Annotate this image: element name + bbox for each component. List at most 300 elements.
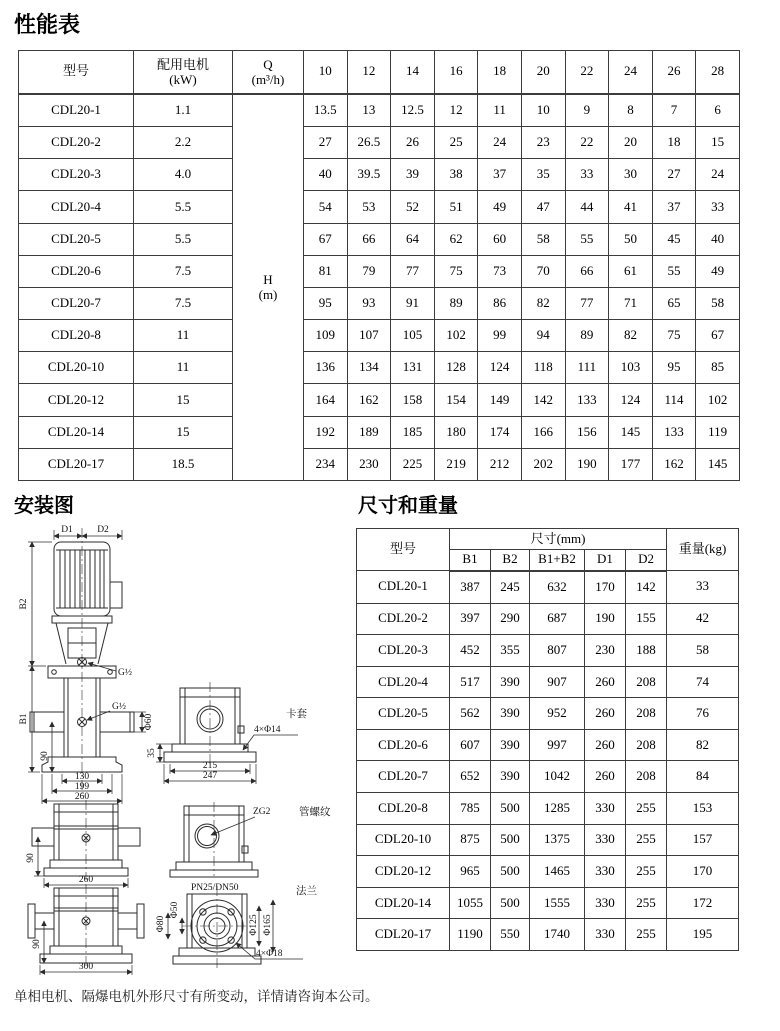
dims-cell-value: 208 — [626, 698, 667, 730]
dims-cell-value: 952 — [530, 698, 585, 730]
perf-cell-head-value: 70 — [521, 255, 565, 287]
perf-col-flow: 12 — [347, 51, 391, 94]
perf-cell-head-value: 58 — [521, 223, 565, 255]
dim-label-90: 90 — [40, 751, 50, 761]
perf-cell-kw: 18.5 — [134, 448, 233, 480]
perf-table-row — [19, 223, 740, 255]
dims-cell-value: 1285 — [530, 793, 585, 825]
perf-cell-head-value: 49 — [478, 191, 522, 223]
perf-cell-head-value: 180 — [434, 416, 478, 448]
dim-label-d1: D1 — [61, 525, 73, 535]
flange-view — [156, 883, 317, 968]
perf-cell-head-value: 67 — [696, 320, 740, 352]
dims-table-row — [357, 824, 739, 856]
perf-cell-kw: 2.2 — [134, 127, 233, 159]
perf-cell-head-value: 158 — [391, 384, 435, 416]
flanged-port-view-300 — [28, 884, 144, 975]
dims-cell-value: 260 — [585, 698, 626, 730]
perf-cell-head-value: 37 — [478, 159, 522, 191]
perf-cell-model: CDL20-4 — [19, 191, 134, 223]
footnote: 单相电机、隔爆电机外形尺寸有所变动，详情请咨询本公司。 — [14, 989, 379, 1004]
perf-cell-model: CDL20-5 — [19, 223, 134, 255]
dim-label-dia50: Φ50 — [170, 901, 180, 919]
dims-cell-value: 562 — [450, 698, 491, 730]
perf-table-row — [19, 384, 740, 416]
perf-cell-head-value: 26.5 — [347, 127, 391, 159]
perf-cell-kw: 11 — [134, 320, 233, 352]
dims-cell-value: 390 — [491, 698, 530, 730]
perf-cell-head-value: 102 — [434, 320, 478, 352]
perf-cell-head-value: 30 — [609, 159, 653, 191]
dims-table-row — [357, 887, 739, 919]
dims-cell-value: 157 — [667, 824, 739, 856]
perf-col-motor — [134, 51, 233, 94]
perf-cell-head-value: 77 — [565, 287, 609, 319]
perf-cell-head-value: 47 — [521, 191, 565, 223]
dims-cell-value: 500 — [491, 887, 530, 919]
perf-cell-head-value: 114 — [652, 384, 696, 416]
dims-cell-value: 500 — [491, 824, 530, 856]
perf-cell-head-value: 91 — [391, 287, 435, 319]
dims-cell-value: 76 — [667, 698, 739, 730]
perf-cell-head-value: 6 — [696, 94, 740, 127]
dim-label-260-mid: 260 — [78, 875, 94, 885]
clamp-sleeve-label: 卡套 — [286, 708, 307, 720]
perf-cell-head-value: 134 — [347, 352, 391, 384]
dims-cell-value: 42 — [667, 603, 739, 635]
dims-cell-value: 190 — [585, 603, 626, 635]
perf-cell-head-value: 61 — [609, 255, 653, 287]
perf-cell-head-value: 27 — [304, 127, 348, 159]
pipe-thread-view — [170, 802, 331, 877]
dims-cell-model: CDL20-6 — [357, 729, 450, 761]
perf-cell-head-value: 162 — [347, 384, 391, 416]
dims-cell-value: 330 — [585, 793, 626, 825]
dims-cell-value: 172 — [667, 887, 739, 919]
dims-table-row — [357, 603, 739, 635]
perf-cell-head-value: 82 — [521, 287, 565, 319]
dims-cell-value: 452 — [450, 635, 491, 667]
perf-cell-head-value: 230 — [347, 448, 391, 480]
dims-head-row — [357, 529, 739, 550]
perf-cell-head-value: 219 — [434, 448, 478, 480]
dims-table-row — [357, 666, 739, 698]
perf-cell-head-value: 79 — [347, 255, 391, 287]
dims-cell-value: 142 — [626, 571, 667, 604]
dims-cell-value: 208 — [626, 761, 667, 793]
perf-cell-kw: 11 — [134, 352, 233, 384]
perf-cell-head-value: 37 — [652, 191, 696, 223]
perf-cell-head-value: 95 — [304, 287, 348, 319]
perf-cell-head-value: 124 — [478, 352, 522, 384]
performance-table — [18, 50, 740, 481]
dims-cell-model: CDL20-12 — [357, 856, 450, 888]
perf-cell-head-value: 49 — [696, 255, 740, 287]
motor-junction-box — [110, 582, 122, 608]
dims-cell-value: 58 — [667, 635, 739, 667]
perf-col-q-line1: Q — [263, 56, 273, 72]
dims-cell-model: CDL20-3 — [357, 635, 450, 667]
perf-cell-head-value: 13 — [347, 94, 391, 127]
dims-cell-value: 155 — [626, 603, 667, 635]
dims-cell-value: 195 — [667, 919, 739, 951]
perf-cell-head-value: 45 — [652, 223, 696, 255]
dims-cell-model: CDL20-14 — [357, 887, 450, 919]
perf-cell-head-value: 162 — [652, 448, 696, 480]
dims-cell-value: 330 — [585, 919, 626, 951]
ported-view-260 — [26, 800, 140, 888]
dim-label-90-mid: 90 — [26, 853, 36, 863]
dims-cell-model: CDL20-2 — [357, 603, 450, 635]
perf-cell-head-value: 225 — [391, 448, 435, 480]
dims-col-weight: 重量(kg) — [667, 529, 739, 571]
perf-cell-head-value: 51 — [434, 191, 478, 223]
perf-cell-head-value: 50 — [609, 223, 653, 255]
left-port — [30, 712, 64, 732]
perf-col-model: 型号 — [19, 51, 134, 94]
perf-cell-head-value: 190 — [565, 448, 609, 480]
dims-cell-value: 807 — [530, 635, 585, 667]
dims-table-row — [357, 761, 739, 793]
perf-cell-head-value: 66 — [347, 223, 391, 255]
perf-cell-head-value: 8 — [609, 94, 653, 127]
perf-cell-head-value: 12 — [434, 94, 478, 127]
dims-table-body — [357, 571, 739, 951]
perf-cell-kw: 5.5 — [134, 191, 233, 223]
perf-col-flow: 10 — [304, 51, 348, 94]
perf-cell-kw: 15 — [134, 384, 233, 416]
dims-subcol: D1 — [585, 550, 626, 571]
perf-cell-head-value: 73 — [478, 255, 522, 287]
perf-cell-kw: 7.5 — [134, 287, 233, 319]
perf-cell-head-value: 39.5 — [347, 159, 391, 191]
perf-cell-head-value: 55 — [652, 255, 696, 287]
perf-col-q-line2: (m³/h) — [251, 71, 285, 87]
dims-cell-value: 1555 — [530, 887, 585, 919]
perf-table-row — [19, 320, 740, 352]
perf-cell-head-value: 35 — [521, 159, 565, 191]
perf-cell-head-value: 102 — [696, 384, 740, 416]
right-port — [100, 712, 134, 732]
perf-cell-head-value: 62 — [434, 223, 478, 255]
perf-cell-model: CDL20-7 — [19, 287, 134, 319]
dims-cell-value: 387 — [450, 571, 491, 604]
dims-table-row — [357, 793, 739, 825]
bolt-holes-label-4x18: 4×Φ18 — [256, 949, 283, 959]
dims-col-size-group: 尺寸(mm) — [450, 529, 667, 550]
flange-size-label: PN25/DN50 — [191, 883, 239, 893]
port-label-g-half-mid: G½ — [112, 702, 126, 712]
dims-cell-value: 1740 — [530, 919, 585, 951]
dims-cell-value: 208 — [626, 666, 667, 698]
dims-table-header — [357, 529, 739, 571]
dims-cell-model: CDL20-8 — [357, 793, 450, 825]
dims-cell-value: 230 — [585, 635, 626, 667]
perf-cell-head-value: 15 — [696, 127, 740, 159]
perf-col-flow: 14 — [391, 51, 435, 94]
dims-table-row — [357, 698, 739, 730]
perf-cell-model: CDL20-17 — [19, 448, 134, 480]
perf-cell-head-value: 24 — [478, 127, 522, 159]
dims-cell-value: 1055 — [450, 887, 491, 919]
dim-label-35: 35 — [147, 748, 157, 758]
dim-label-d2: D2 — [97, 525, 109, 535]
perf-cell-head-value: 145 — [696, 448, 740, 480]
dim-label-90-bottom: 90 — [32, 939, 42, 949]
dims-cell-value: 607 — [450, 729, 491, 761]
perf-cell-model: CDL20-2 — [19, 127, 134, 159]
perf-cell-model: CDL20-10 — [19, 352, 134, 384]
perf-cell-head-value: 234 — [304, 448, 348, 480]
dims-col-model: 型号 — [357, 529, 450, 571]
perf-cell-head-value: 156 — [565, 416, 609, 448]
perf-cell-head-value: 27 — [652, 159, 696, 191]
dims-subcol: B2 — [491, 550, 530, 571]
dims-cell-value: 500 — [491, 856, 530, 888]
dims-cell-value: 260 — [585, 761, 626, 793]
perf-table-row — [19, 287, 740, 319]
dims-cell-value: 170 — [585, 571, 626, 604]
dim-label-dia165: Φ165 — [263, 914, 273, 936]
perf-cell-head-value: 75 — [434, 255, 478, 287]
perf-head-row — [19, 51, 740, 94]
perf-table-row — [19, 159, 740, 191]
perf-col-motor-line2: (kW) — [169, 71, 197, 87]
perf-table-row — [19, 352, 740, 384]
perf-table-row — [19, 416, 740, 448]
perf-cell-head-value: 33 — [565, 159, 609, 191]
dims-cell-value: 1465 — [530, 856, 585, 888]
dim-label-b1: B1 — [19, 713, 29, 725]
perf-cell-head-value: 38 — [434, 159, 478, 191]
dims-cell-value: 907 — [530, 666, 585, 698]
perf-cell-kw: 15 — [134, 416, 233, 448]
performance-section-title: 性能表 — [14, 12, 81, 37]
dims-cell-model: CDL20-17 — [357, 919, 450, 951]
dims-cell-value: 997 — [530, 729, 585, 761]
perf-cell-head-value: 81 — [304, 255, 348, 287]
dims-table-row — [357, 919, 739, 951]
dims-cell-value: 255 — [626, 824, 667, 856]
perf-cell-head-value: 75 — [652, 320, 696, 352]
dims-cell-value: 84 — [667, 761, 739, 793]
perf-cell-head-value: 11 — [478, 94, 522, 127]
perf-cell-head-value: 40 — [304, 159, 348, 191]
perf-cell-head-value: 142 — [521, 384, 565, 416]
perf-cell-head-value: 107 — [347, 320, 391, 352]
flange-label: 法兰 — [296, 885, 317, 897]
dims-subcol: B1+B2 — [530, 550, 585, 571]
perf-cell-model: CDL20-8 — [19, 320, 134, 352]
perf-cell-head-value: 133 — [652, 416, 696, 448]
dims-cell-model: CDL20-7 — [357, 761, 450, 793]
perf-cell-head-value: 52 — [391, 191, 435, 223]
perf-cell-head-value: 18 — [652, 127, 696, 159]
perf-col-motor-line1: 配用电机 — [156, 56, 209, 72]
dims-cell-value: 390 — [491, 729, 530, 761]
installation-diagram — [10, 516, 355, 982]
thread-code-label: ZG2 — [253, 807, 271, 817]
dims-cell-value: 390 — [491, 666, 530, 698]
perf-cell-head-value: 13.5 — [304, 94, 348, 127]
perf-cell-head-value: 185 — [391, 416, 435, 448]
dim-label-199: 199 — [74, 782, 90, 792]
dims-cell-value: 397 — [450, 603, 491, 635]
perf-cell-head-value: 212 — [478, 448, 522, 480]
perf-cell-head-value: 145 — [609, 416, 653, 448]
perf-cell-model: CDL20-12 — [19, 384, 134, 416]
dims-table-row — [357, 635, 739, 667]
perf-table-row — [19, 94, 740, 127]
dims-cell-model: CDL20-10 — [357, 824, 450, 856]
perf-cell-head-value: 109 — [304, 320, 348, 352]
perf-cell-head-value: 111 — [565, 352, 609, 384]
dims-cell-value: 74 — [667, 666, 739, 698]
perf-cell-head-value: 44 — [565, 191, 609, 223]
dims-cell-value: 390 — [491, 761, 530, 793]
perf-cell-head-value: 22 — [565, 127, 609, 159]
dims-cell-value: 170 — [667, 856, 739, 888]
perf-cell-head-value: 94 — [521, 320, 565, 352]
perf-cell-head-value: 66 — [565, 255, 609, 287]
dims-cell-value: 355 — [491, 635, 530, 667]
perf-cell-head-value: 202 — [521, 448, 565, 480]
perf-col-flow: 26 — [652, 51, 696, 94]
perf-cell-head-value: 105 — [391, 320, 435, 352]
dims-cell-value: 153 — [667, 793, 739, 825]
dims-cell-value: 245 — [491, 571, 530, 604]
perf-col-flow: 24 — [609, 51, 653, 94]
dims-cell-value: 875 — [450, 824, 491, 856]
perf-cell-kw: 5.5 — [134, 223, 233, 255]
perf-cell-head-value: 86 — [478, 287, 522, 319]
perf-cell-head-value: 128 — [434, 352, 478, 384]
perf-cell-model: CDL20-1 — [19, 94, 134, 127]
perf-cell-head-value: 60 — [478, 223, 522, 255]
perf-cell-head-value: 174 — [478, 416, 522, 448]
perf-cell-model: CDL20-6 — [19, 255, 134, 287]
dims-cell-value: 330 — [585, 887, 626, 919]
dims-table-row — [357, 856, 739, 888]
perf-cell-head-value: 93 — [347, 287, 391, 319]
port-label-g-half-top: G½ — [118, 668, 132, 678]
perf-cell-head-value: 119 — [696, 416, 740, 448]
perf-cell-head-value: 26 — [391, 127, 435, 159]
perf-cell-head-value: 67 — [304, 223, 348, 255]
perf-table-row — [19, 448, 740, 480]
perf-cell-head-value: 39 — [391, 159, 435, 191]
perf-table-header — [19, 51, 740, 94]
dims-cell-model: CDL20-1 — [357, 571, 450, 604]
perf-cell-head-value: 192 — [304, 416, 348, 448]
perf-cell-head-value: 99 — [478, 320, 522, 352]
perf-cell-head-value: 20 — [609, 127, 653, 159]
perf-cell-head-value: 23 — [521, 127, 565, 159]
perf-cell-head-value: 131 — [391, 352, 435, 384]
dims-cell-value: 500 — [491, 793, 530, 825]
perf-h-merged-cell: H (m) — [233, 94, 304, 481]
dim-label-300: 300 — [78, 962, 94, 972]
dim-label-dia80: Φ80 — [156, 915, 166, 933]
perf-cell-head-value: 149 — [478, 384, 522, 416]
perf-cell-head-value: 89 — [434, 287, 478, 319]
perf-cell-head-value: 89 — [565, 320, 609, 352]
dims-cell-value: 208 — [626, 729, 667, 761]
dims-cell-value: 330 — [585, 824, 626, 856]
perf-col-flow: 16 — [434, 51, 478, 94]
dims-cell-value: 1375 — [530, 824, 585, 856]
dims-cell-value: 33 — [667, 571, 739, 604]
dims-table-row — [357, 729, 739, 761]
dims-cell-value: 517 — [450, 666, 491, 698]
dimensions-section-title: 尺寸和重量 — [358, 495, 458, 517]
dim-label-dia125: Φ125 — [249, 914, 259, 936]
perf-cell-model: CDL20-3 — [19, 159, 134, 191]
perf-cell-kw: 7.5 — [134, 255, 233, 287]
perf-cell-head-value: 9 — [565, 94, 609, 127]
perf-cell-head-value: 41 — [609, 191, 653, 223]
dims-table-row — [357, 571, 739, 604]
perf-cell-head-value: 82 — [609, 320, 653, 352]
perf-table-row — [19, 127, 740, 159]
dim-label-260: 260 — [74, 792, 90, 802]
perf-cell-head-value: 85 — [696, 352, 740, 384]
pipe-thread-label: 管螺纹 — [299, 806, 331, 818]
perf-cell-head-value: 33 — [696, 191, 740, 223]
dims-cell-value: 260 — [585, 729, 626, 761]
dim-label-b2: B2 — [19, 598, 29, 610]
dim-label-130: 130 — [74, 772, 90, 782]
perf-cell-head-value: 40 — [696, 223, 740, 255]
dim-label-dia60: Φ60 — [144, 713, 154, 731]
dimensions-table — [356, 528, 739, 951]
dims-cell-value: 255 — [626, 856, 667, 888]
dims-cell-value: 550 — [491, 919, 530, 951]
dims-cell-value: 1190 — [450, 919, 491, 951]
perf-cell-head-value: 71 — [609, 287, 653, 319]
perf-col-flow: 22 — [565, 51, 609, 94]
perf-cell-head-value: 12.5 — [391, 94, 435, 127]
dims-subcol: D2 — [626, 550, 667, 571]
perf-col-q — [233, 51, 304, 94]
perf-cell-head-value: 24 — [696, 159, 740, 191]
perf-col-flow: 20 — [521, 51, 565, 94]
dims-cell-value: 330 — [585, 856, 626, 888]
dims-cell-value: 632 — [530, 571, 585, 604]
perf-cell-head-value: 10 — [521, 94, 565, 127]
pump-front-view — [19, 525, 154, 804]
perf-table-body — [19, 94, 740, 481]
perf-cell-head-value: 136 — [304, 352, 348, 384]
dims-cell-value: 260 — [585, 666, 626, 698]
perf-cell-head-value: 55 — [565, 223, 609, 255]
perf-cell-kw: 1.1 — [134, 94, 233, 127]
dims-cell-value: 255 — [626, 887, 667, 919]
perf-cell-head-value: 95 — [652, 352, 696, 384]
perf-cell-head-value: 77 — [391, 255, 435, 287]
dims-cell-value: 965 — [450, 856, 491, 888]
perf-cell-head-value: 64 — [391, 223, 435, 255]
perf-cell-model: CDL20-14 — [19, 416, 134, 448]
perf-cell-head-value: 177 — [609, 448, 653, 480]
dims-cell-value: 785 — [450, 793, 491, 825]
perf-cell-head-value: 118 — [521, 352, 565, 384]
perf-cell-head-value: 58 — [696, 287, 740, 319]
dims-cell-model: CDL20-4 — [357, 666, 450, 698]
dims-cell-value: 188 — [626, 635, 667, 667]
dims-cell-value: 255 — [626, 793, 667, 825]
perf-cell-head-value: 65 — [652, 287, 696, 319]
